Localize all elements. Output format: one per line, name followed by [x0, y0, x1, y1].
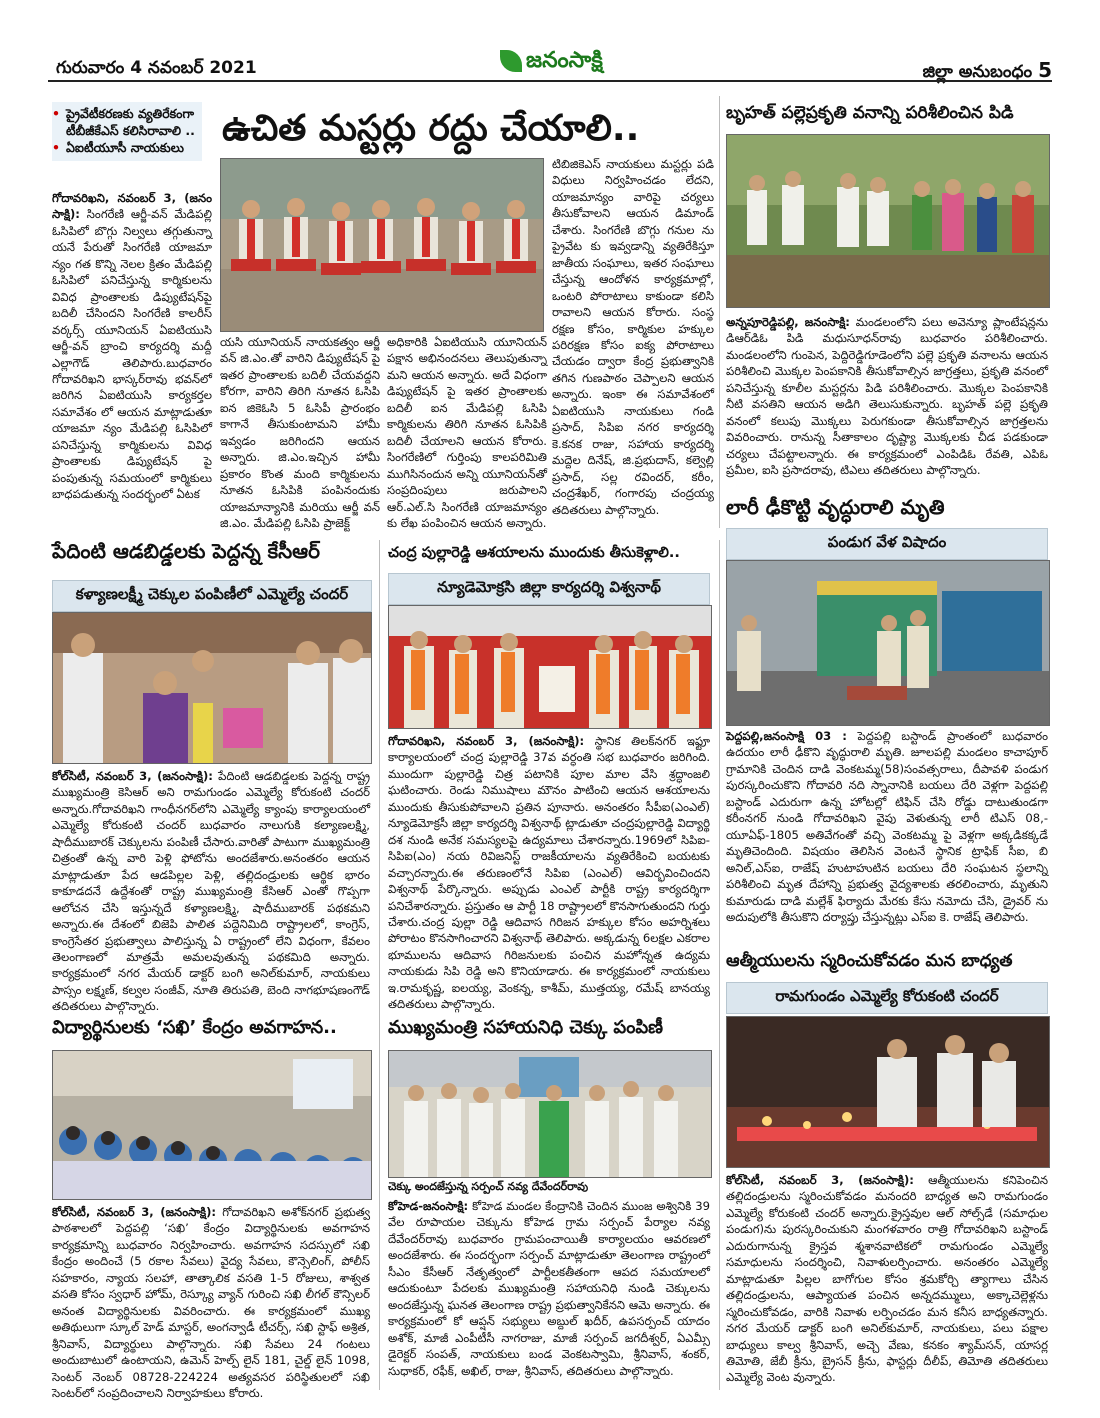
- article1-headline: ఉచిత మస్టర్లు రద్దు చేయాలి..: [222, 108, 640, 149]
- article8-dateline: కోల్‌సిటీ, నవంబర్ 3, (జనంసాక్షి):: [726, 1173, 914, 1187]
- article7-headline: ముఖ్యమంత్రి సహాయనిధి చెక్కు పంపిణీ: [388, 1017, 663, 1038]
- column-separator: [719, 96, 720, 528]
- article3-headline: పేదింటి ఆడబిడ్డలకు పెద్దన్న కేసీఆర్: [52, 539, 320, 563]
- article2-dateline: అన్నపూరెడ్డిపల్లి, జనంసాక్షి:: [726, 315, 850, 329]
- article1-col3: [387, 334, 547, 528]
- page-number: 5: [1038, 58, 1052, 82]
- article-lorry-accident: [726, 496, 1050, 946]
- bullet-item: • ఏఐటీయూసీ నాయకులు: [52, 140, 202, 157]
- candlelight-tribute-photo-icon: [727, 1017, 1049, 1167]
- logo-text: జనంసాక్షి: [526, 48, 603, 73]
- leaf-logo-icon: [500, 50, 522, 72]
- article6-text: గోదావరిఖని అశోక్‌నగర్ ప్రభుత్వ పాఠశాలలో పెద్దపల్లి ‘సఖి’ కేంద్రం విద్యార్థినులకు అవగాహన కార్యక్రమాన్ని బుధవారం నిర్వహించారు. అవగాహన సదస్సులో సఖి కేంద్రం అందించే (5 రకాల సేవలు) వైద్య సేవలు, కౌన్సెలింగ్, పోలీస్ సహకారం, న్యాయ సలహా, తాత్కాలిక వసతి 1-5 రోజులు, శాశ్వత వసతి కోసం స్వధార్ హోమ్, రెస్క్యూ వ్యాన్ గురించి సఖి లీగల్ కౌన్సిలర్ అనంత విద్యార్థినులకు వివరించారు. ఈ కార్యక్రమంలో ముఖ్య అతిథులుగా స్కూల్ హెడ్ మాస్టర్, అంగన్వాడీ టీచర్స్, సఖి స్టాఫ్ అశ్రిత, శ్రీనివాస్, విద్యార్థులు పాల్గొన్నారు. సఖి సేవలు 24 గంటలు అందుబాటులో ఉంటాయని, ఉమెన్ హెల్ప్ లైన్ 181, చైల్డ్ లైన్ 1098, సెంటర్ నెంబర్ 08728-224224 అత్యవసర పరిస్థితులలో సఖి సెంటర్‌లో సంప్రదించాలని నిర్వాహకులు కోరారు.: [52, 1205, 371, 1400]
- header-rule: [48, 80, 1052, 82]
- issue-date: గురువారం 4 నవంబర్ 2021: [56, 58, 257, 78]
- article1-photo: [220, 158, 544, 332]
- article5-subhead: పండుగ వేళ విషాదం: [726, 528, 1048, 560]
- article4-dateline: గోదావరిఖని, నవంబర్ 3, (జనంసాక్షి):: [388, 734, 585, 748]
- article4-body: [388, 733, 711, 1012]
- memorial-meeting-photo-icon: [389, 606, 711, 728]
- article6-dateline: కోల్‌సిటీ, నవంబర్ 3, (జనంసాక్షి):: [52, 1205, 217, 1219]
- newspaper-logo: [500, 48, 603, 78]
- article1-dateline: గోదావరిఖని, నవంబర్ 3, (జనం సాక్షి):: [52, 191, 212, 222]
- article1-bullets: [52, 102, 202, 161]
- article8-text: ఆత్మీయులను కనిపెంచిన తల్లిదండ్రులను స్మరించుకోవడం మనందరి బాధ్యత అని రామగుండం ఎమ్మెల్యే కోరుకంటి చందర్ అన్నారు.క్రైస్తవుల ఆల్ సోల్స్‌డే (సమాధుల పండుగ)ను పురస్కరించుకుని మంగళవారం రాత్రి గోదావరిఖని బస్టాండ్ ఎదురుగానున్న క్రైస్తవ శ్మశానవాటికలో రామగుండం ఎమ్మెల్యే సమాధులను సందర్శించి, నివాళులర్పించారు. అనంతరం ఎమ్మెల్యే మాట్లాడుతూ పిల్లల బాగోగుల కోసం శ్రమకోర్చి త్యాగాలు చేసిన తల్లిదండ్రులను, ఆప్యాయత పంచిన అన్నదమ్ములు, అక్కాచెల్లెళ్లను స్మరించుకోవడం, వారికి నివాళు లర్పించడం మన కనీస బాధ్యతన్నారు. నగర మేయర్ డాక్టర్ బంగి అనిల్‌కుమార్, నాయకులు, పలు పక్షాల బాధ్యులు కాల్వ శ్రీనివాస్, అచ్చె వేణు, కనకం శ్యామ్‌సన్, యాసర్ల తిమోతి, జేబీ క్రీను, బ్రైసన్ క్రీను, ఫాస్టర్లు దీలీప్, తిమోతి తదితరులు ఎమ్మెల్యే వెంట వున్నారు.: [726, 1173, 1048, 1385]
- article1-text-mid2: అధికారికి ఏఐటియుసి యూనియన్ పక్షాన అభినందనలు తెలుపుతున్నా మని ఆయన అన్నారు. అదే విధంగా డిప్యుటేషన్ పై ఇతర ప్రాంతాలకు బదిలీ ఐన మేడిపల్లి ఓసిపి కార్మికులను తిరిగి నూతన ఓసిపికి బదిలీ చేయాలని ఆయన కోరారు. సింగరేణిలో గుర్తింపు కాలపరిమితి ముగిసినందున అన్ని యూనియన్‌తో సంప్రదింపులు జరుపాలని ఆర్.ఎల్.సి సింగరేణి యాజమాన్యం కు లేఖ పంపించిన ఆయన అన్నారు.: [387, 335, 547, 530]
- article1-col2: [220, 334, 380, 528]
- article4-subhead: న్యూడెమోక్రసి జిల్లా కార్యదర్శి విశ్వనాథ్: [388, 573, 710, 605]
- article3-subhead: కళ్యాణలక్ష్మీ చెక్కుల పంపిణీలో ఎమ్మెల్యే చందర్: [52, 580, 372, 612]
- article1-col1: [52, 190, 212, 528]
- accident-scene-photo-icon: [727, 561, 1049, 725]
- article-pallepragati: [726, 100, 1050, 478]
- bullet-item: • ప్రైవేటీకరణకు వ్యతిరేకంగా టీబీజీకేఎస్ కలిసిరావాలి ..: [52, 106, 202, 140]
- article7-photo: [388, 1050, 712, 1178]
- article-sakhi-kendram: [52, 1017, 372, 1400]
- article5-photo: [726, 560, 1050, 726]
- article4-kicker: చంద్ర పుల్లారెడ్డి ఆశయాలను ముందుకు తీసుకెళ్లాలి..: [388, 545, 680, 561]
- article8-body: [726, 1172, 1048, 1390]
- classroom-photo-icon: [53, 1051, 371, 1199]
- article3-photo: [52, 612, 372, 764]
- article3-body: [52, 768, 371, 1014]
- article7-dateline: కోహెడ-జనంసాక్షి:: [388, 1199, 469, 1213]
- article1-text-mid1: యసి యూనియన్ నాయకత్వం ఆర్జీ వన్ జి.ఎం.తో వారిని డిప్యుటేషన్ పై ఇతర ప్రాంతాలకు బదిలీ చేయవద్దని కోరగా, వారిని తిరిగి నూతన ఓసిపి ఐన జికెఓసి 5 ఓసిపీ ప్రారంభం కాగానే తీసుకుంటామని హామీ ఇవ్వడం జరిగిందని ఆయన అన్నారు. జి.ఎం.ఇచ్చిన హామీ ప్రకారం కొంత మంది కార్మికులను నూతన ఓసిపికి పంపినందుకు యాజమాన్యానికి మరియు ఆర్జీ వన్ జి.ఎం. మేడిపల్లి ఓసిపి ప్రాజెక్ట్: [220, 335, 380, 530]
- article5-headline: లారీ ఢీకొట్టి వృద్ధురాలి మృతి: [726, 495, 945, 519]
- article-uchita-mastarlu: [52, 98, 714, 528]
- article8-headline: ఆత్మీయులను స్మరించుకోవడం మన బాధ్యత: [726, 951, 1013, 971]
- meeting-photo-icon: [221, 159, 543, 331]
- article2-headline: బృహత్ పల్లెప్రకృతి వనాన్ని పరిశీలించిన పిడి: [726, 103, 1014, 123]
- article1-col4: [552, 156, 714, 528]
- column-separator: [719, 540, 720, 1390]
- article-cmrf-cheque: [388, 1018, 714, 1390]
- section-label: జిల్లా అనుబంధం: [922, 62, 1033, 82]
- article7-text: కోహెడ మండల కేంద్రానికి చెందిన ముంజ అశ్వినికి 39 వేల రూపాయల చెక్కును కోహెడ గ్రామ సర్పంచ్ పేర్యాల నవ్య దేవేందర్‌రావు బుధవారం గ్రామపంచాయితీ కార్యాలయం ఆవరణలో అందజేశారు. ఈ సందర్భంగా సర్పంచ్ మాట్లాడుతూ తెలంగాణ రాష్ట్రంలో సీఎం కేసీఆర్ నేతృత్వంలో పార్టీలకతీతంగా ఆపద సమయాలలో ఆదుకుంటూ పేదలకు ముఖ్యమంత్రి సహాయనిధి నుండి చెక్కులను అందజేస్తున్న ఘనత తెలంగాణ రాష్ట్ర ప్రభుత్వానికేనని ఆమె అన్నారు. ఈ కార్యక్రమంలో కో ఆప్షన్ సభ్యులు అబ్దుల్ ఖదీర్, ఉపసర్పంచ్ యాదం అశోక్, మాజీ ఎంపీటీసీ నాగరాజు, మాజీ సర్పంచ్ జగదీశ్వర్, ఏఎమ్సీ డైరెక్టర్ సంపత్, నాయకులు బండ వెంకటస్వామి, శ్రీనివాస్, శంకర్, సుధాకర్, రఫీక్, అఖిల్, రాజు, శ్రీనివాస్, తదితరులు పాల్గొన్నారు.: [388, 1199, 711, 1378]
- article2-text: మండలంలోని పలు అవెన్యూ ప్లాంటేషన్లను డిఆర్‌డిఓ పిడి మధుసూధన్‌రావు బుధవారం పరిశీలించారు. మండలంలోని గుంపెన, పెద్దిరెడ్డిగూడెంలోని పల్లె ప్రకృతి వనాలను ఆయన పరిశీలించి మొక్కల పెంపకానికి తీసుకోవాల్సిన జాగ్రత్తలు, ప్రకృతి వనంలో పనిచేస్తున్న కూలీల మస్టర్లను పిడి పరిశీలించారు. మొక్కల పెంపకానికి నీటి వసతిని ఆయన అడిగి తెలుసుకున్నారు. బృహత్ పల్లె ప్రకృతి వనంలో కలుపు మొక్కలు పెరుగకుండా తీసుకోవాల్సిన జాగ్రత్తలను వివరించారు. రానున్న సీతాకాలం దృష్ట్యా మొక్కలకు చీడ పడకుండా చర్యలు చేపట్టాలన్నారు. ఈ కార్యక్రమంలో ఎంపిడిఓ రేవతి, ఎపిఓ ప్రమీల, ఐసి ప్రసాదరావు, టిఎలు తదితరులు పాల్గొన్నారు.: [726, 315, 1049, 478]
- article1-text-left: సింగరేణి ఆర్జీ-వన్ మేడిపల్లి ఓసిపిలో బొగ్గు నిల్వలు తగ్గుతున్నా యనే పేరుతో సింగరేణి యాజమా న్యం గత కొన్ని నెలల క్రితం మేడిపల్లి ఓసిపిలో పనిచేస్తున్న కార్మికులను వివిధ ప్రాంతాలకు డిప్యుటేషన్‌పై బదిలీ చేసిందని సింగరేణి కాలరీస్ వర్కర్స్ యూనియన్ ఏఐటియుసి ఆర్జీ-వన్ బ్రాంచి కార్యదర్శి మద్దీ ఎల్లాగౌడ్ తెలిపారు.బుధవారం గోదావరిఖని భాస్కర్‌రావు భవన్‌లో జరిగిన ఏఐటియుసి కార్యకర్తల సమావేశం లో ఆయన మాట్లాడుతూ యాజమా న్యం మేడిపల్లి ఓసిపిలో పనిచేస్తున్న కార్మికులను వివిధ ప్రాంతాలకు డిప్యుటేషన్ పై పంపుతున్న సమయంలో కార్మికులు బాధపడుతున్న సందర్భంలో ఏటక: [52, 207, 212, 502]
- article7-body: [388, 1198, 710, 1390]
- article8-subhead: రామగుండం ఎమ్మెల్యే కోరుకంటి చందర్: [726, 982, 1048, 1014]
- article6-headline: విద్యార్థినులకు ‘సఖి’ కేంద్రం అవగాహన..: [52, 1017, 337, 1038]
- article1-text-right: టిబిజికెఎస్ నాయకులు మస్టర్లు పడి విధులు నిర్వహించడం లేదని, యాజమాన్యం వారిపై చర్యలు తీసుకోవాలని ఆయన డిమాండ్ చేశారు. సింగరేణి బొగ్గు గనుల ను ప్రైవేట కు ఇవ్వడాన్ని వ్యతిరేకిస్తూ జాతీయ సంఘాలు, ఇతర సంఘాలు చేస్తున్న ఆందోళన కార్యక్రమాల్లో, ఒంటరి పోరాటాలు కాకుండా కలిసి రావాలని ఆయన కోరారు. సంస్థ రక్షణ కోసం, కార్మికుల హక్కుల పరిరక్షణ కోసం ఐక్య పోరాటాలు చేయడం ద్వారా కేంద్ర ప్రభుత్వానికి తగిన గుణపాఠం చెప్పాలని ఆయన అన్నారు. ఇంకా ఈ సమావేశంలో ఏఐటియుసి నాయకులు గండి ప్రసాద్, సిపిఐ నగర కార్యదర్శి కె.కనక రాజు, సహాయ కార్యదర్శి మద్దెల దినేష్, జి.ప్రభుదాస్, కల్వెల్లి ప్రసాద్, సల్ల రవిందర్, కరీం, చంద్రశేఖర్, గంగారపు చంద్రయ్య తదితరులు పాల్గొన్నారు.: [552, 157, 714, 517]
- article5-dateline: పెద్దపల్లి,జనంసాక్షి 03 :: [726, 729, 847, 743]
- article5-text: పెద్దపల్లి బస్టాండ్ ప్రాంతంలో బుధవారం ఉదయం లారీ ఢీకొని వృద్ధురాలి మృతి. జూలపల్లి మండలం కాచాపూర్ గ్రామానికి చెందిన దాడి వెంకటమ్మ(58)సంవత్సరాలు, దీపావళి పండుగ పురస్కరించుకొని గోదావరి నది స్నానానికి బయలు దేరి వెళ్లగా పెద్దపల్లి బస్టాండ్ ఎదురుగా ఉన్న హోటల్లో టిఫిన్ చేసి రోడ్డు దాటుతుండగా కరీంనగర్ నుండి గోదావరిఖని వైపు వెళుతున్న లారీ టిఎస్ 08,-యూఏఫ్-1805 అతివేగంతో వచ్చి వెంకటమ్మ పై వెళ్లగా అక్కడికక్కడే మృతిచెందింది. విషయం తెలిసిన వెంటనే స్థానిక ట్రాఫిక్ సీఐ, బి అనిల్,ఎస్ఐ, రాజేష్ హుటాహుటిన బయలు దేరి సంఘటన స్థలాన్ని పరిశీలించి మృత దేహాన్ని ప్రభుత్వ వైద్యశాలకు తరలించారు, మృతుని కుమారుడు దాడి మల్లేశ్ ఫిర్యాదు మేరకు కేసు నమోదు చేసి, డ్రైవర్ ను అదుపులోకి తీసుకొని దర్యాప్తు చేస్తున్నట్లు ఎస్ఐ కె. రాజేష్ తెలిపారు.: [726, 729, 1049, 924]
- article3-dateline: కోల్‌సిటీ, నవంబర్ 3, (జనంసాక్షి):: [52, 769, 213, 783]
- article-kalyanalakshmi: [52, 539, 372, 1014]
- column-separator: [379, 540, 380, 1390]
- article4-photo: [388, 605, 712, 729]
- article5-body: [726, 728, 1048, 946]
- article6-photo: [52, 1050, 372, 1200]
- plantation-photo-icon: [727, 135, 1049, 307]
- article6-body: [52, 1204, 371, 1400]
- article2-body: [726, 314, 1049, 478]
- article8-photo: [726, 1016, 1050, 1168]
- article2-photo: [726, 134, 1050, 308]
- article-all-souls-day: [726, 952, 1050, 1390]
- cheque-handover-photo-icon: [389, 1051, 711, 1177]
- article4-text: స్థానిక తిలక్‌నగర్ ఇఫ్టూ కార్యాలయంలో చంద్ర పుల్లారెడ్డి 37వ వర్ధంతి సభ బుధవారం జరిగింది. ముందుగా పుల్లారెడ్డి చిత్ర పటానికి పూల మాల వేసి శ్రద్ధాంజలి ఘటించారు. రెండు నిముషాలు మౌనం పాటించి ఆయన ఆశయాలను ముందుకు తీసుకుపోవాలని ప్రతిన పూనారు. అనంతరం సీపీఐ(ఎంఎల్) న్యూడెమోక్రసీ జిల్లా కార్యదర్శి విశ్వనాథ్ ట్లాడుతూ చంద్రపుల్లారెడ్డి విద్యార్థి దశ నుండి అనేక సమస్యలపై ఉద్యమాలు చేశారన్నారు.1969లో సిపిఐ-సిపిఐ(ఎం) నయ రివిజనిస్ట్ రాజకీయాలను వ్యతిరేకించి బయటకు వచ్చారన్నారు.ఈ తరుణంలోనే సిపిఐ (ఎంఎల్) ఆవిర్భవించిందని విశ్వనాథ్ పేర్కొన్నారు. అప్పుడు ఎంఎల్ పార్టీకి రాష్ట్ర కార్యదర్శిగా పనిచేశారన్నారు. ప్రస్తుతం ఆ పార్టీ 18 రాష్ట్రాలలో కొనసాగుతుందని గుర్తు చేశారు.చంద్ర పుల్లా రెడ్డి ఆదివాస గిరిజన హక్కుల కోసం అహర్నిశలు పోరాటం కొనసాగించారని విశ్వనాథ్ తెలిపారు. అక్కడున్న 6లక్షల ఎకరాల భూములను ఆదివాస గిరిజనులకు పంచిన మహోన్నత ఉద్యమ నాయకుడు సిపి రెడ్డి అని కొనియాడారు. ఈ కార్యక్రమంలో నాయకులు ఇ.రామకృష్ణ, ఐలయ్య, వెంకన్న, కాశీమ్, ముత్తయ్య, రమేష్ బానయ్య తదితరులు పాల్గొన్నారు.: [388, 734, 711, 1012]
- article-chandra-pullareddy: [388, 545, 714, 1012]
- cheque-distribution-photo-icon: [53, 613, 371, 763]
- article3-text: పేదింటి ఆడబిడ్డలకు పెద్దన్న రాష్ట్ర ముఖ్యమంత్రి కెసిఆర్ అని రామగుండం ఎమ్మెల్యే కోరుకంటి చందర్ అన్నారు.గోదావరిఖని గాంధీనగర్‌లోని ఎమ్మెల్యే క్యాంపు కార్యాలయంలో ఎమ్మెల్యే కోరుకంటి చందర్ బుధవారం నాలుగుకి కల్యాణలక్ష్మి, షాదీముబారక్ చెక్కులను పంపిణీ చేసారు.వారితో పాటుగా ముఖ్యమంత్రి చిత్రంతో ఉన్న వారి పెళ్లి ఫోటోను అందజేశారు.అనంతరం ఆయన మాట్లాడుతూ పేద ఆడపిల్లల పెళ్లి, తల్లిదండ్రులకు ఆర్థిక భారం కాకూడదనే ఉద్దేశంతో రాష్ట్ర ముఖ్యమంత్రి కేసిఆర్ ఎంతో గొప్పగా ఆలోచన చేసి ఇస్తున్నదే కళ్యాణలక్ష్మి, షాదీముబారక్ పథకమని అన్నారు.ఈ దేశంలో బిజెపి పాలిత పద్దెనిమిది రాష్ట్రాలలో, కాంగ్రెస్, కాంగ్రెసేతర ప్రభుత్వాలు పాలిస్తున్న ఏ రాష్ట్రంలో లేని విధంగా, కేవలం తెలంగాణలో మాత్రమే అమలవుతున్న పథకమిది అన్నారు. కార్యక్రమంలో నగర మేయర్ డాక్టర్ బంగి అనిల్‌కుమార్, నాయకులు పాస్సం లక్ష్మణ్, కల్వల సంజీవ్, నూతి తిరుపతి, బెంది నాగభూషణంగౌడ్ తదితరులు పాల్గొన్నారు.: [52, 769, 371, 1014]
- article7-caption: చెక్కు అందజేస్తున్న సర్పంచ్ నవ్య దేవేందర్‌రావు: [388, 1180, 589, 1193]
